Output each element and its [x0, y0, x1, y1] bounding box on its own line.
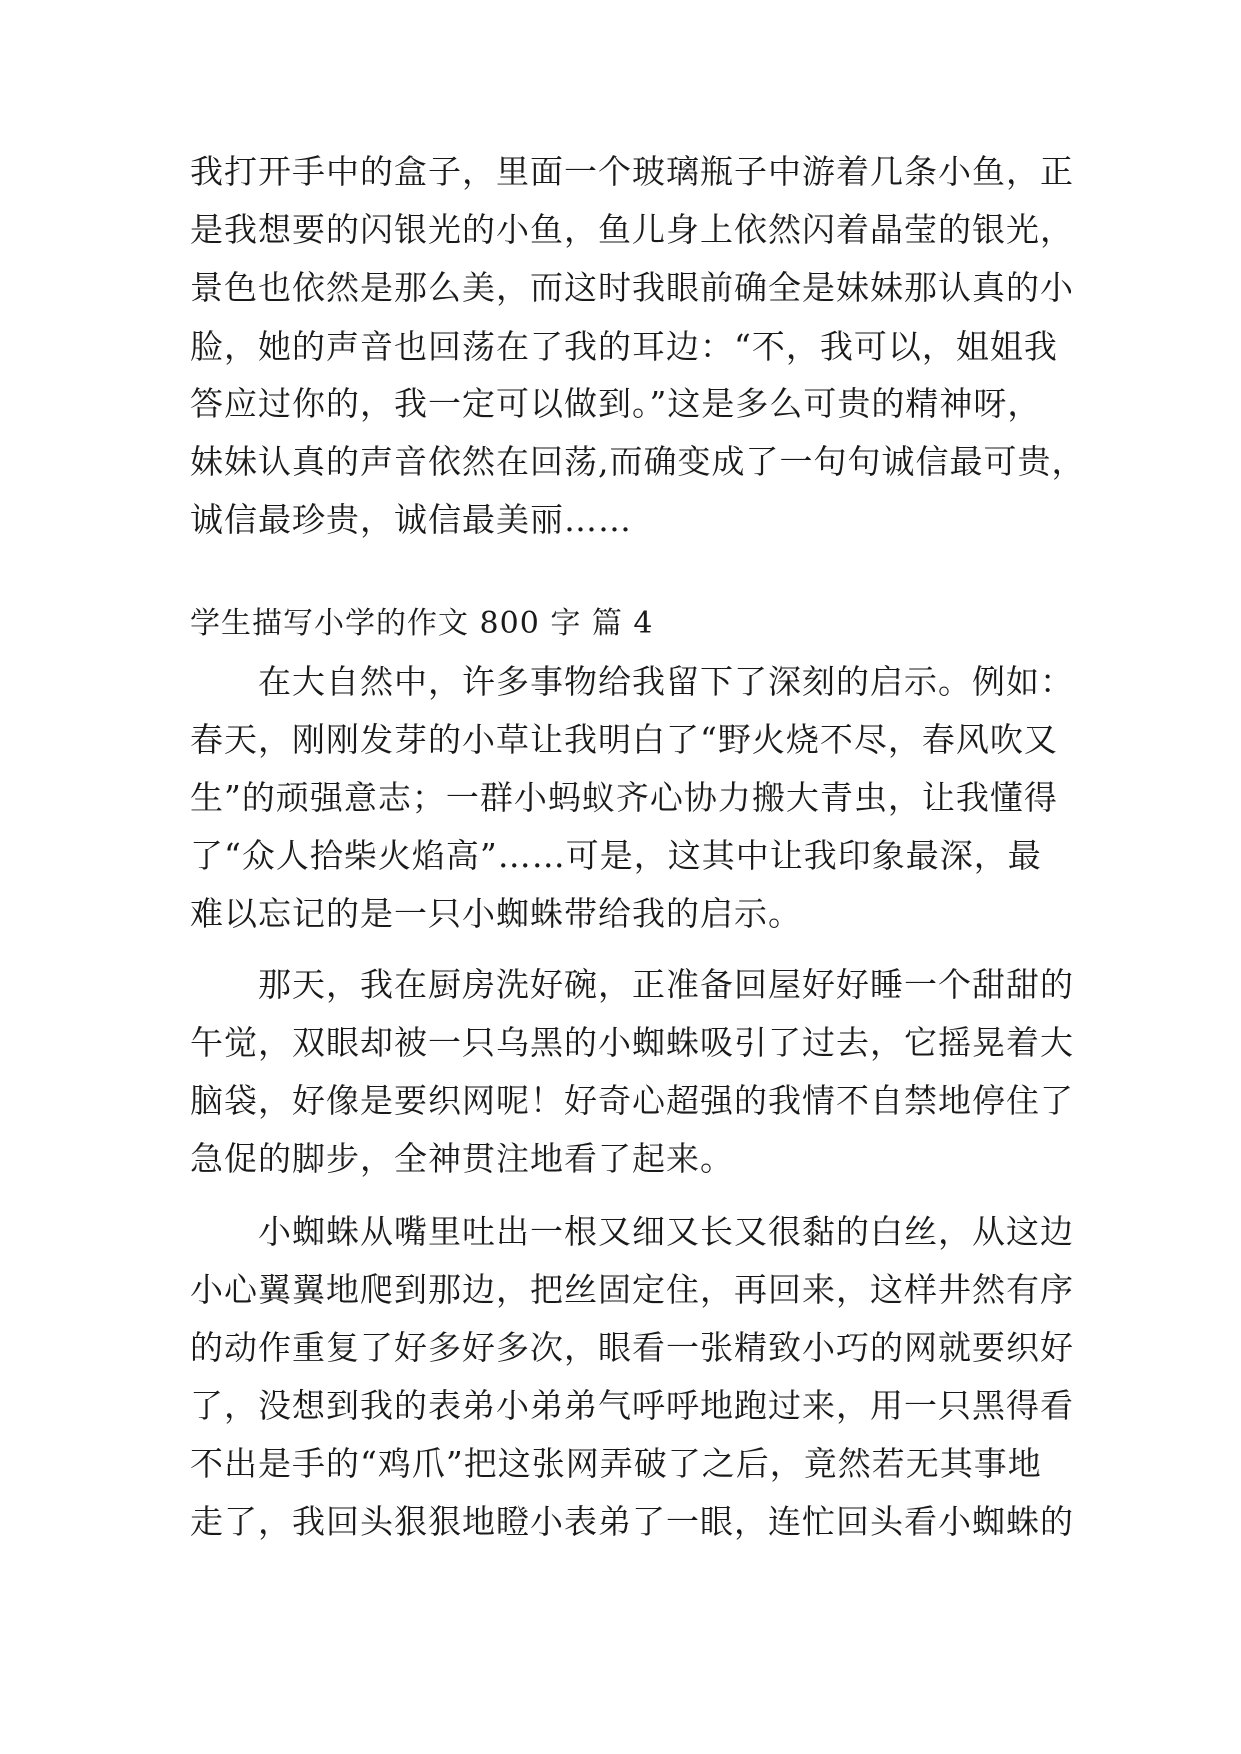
paragraph-line: 春天，刚刚发芽的小草让我明白了“野火烧不尽，春风吹又: [190, 720, 1058, 759]
paragraph-line: 不出是手的“鸡爪”把这张网弄破了之后，竟然若无其事地: [190, 1444, 1042, 1483]
paragraph-line: 诚信最珍贵，诚信最美丽……: [190, 500, 632, 539]
paragraph-line: 了，没想到我的表弟小弟弟气呼呼地跑过来，用一只黑得看: [190, 1386, 1074, 1425]
paragraph-line: 我打开手中的盒子，里面一个玻璃瓶子中游着几条小鱼，正: [190, 152, 1074, 191]
paragraph-line: 急促的脚步，全神贯注地看了起来。: [190, 1139, 734, 1178]
paragraph-line: 是我想要的闪银光的小鱼，鱼儿身上依然闪着晶莹的银光，: [190, 210, 1074, 249]
paragraph-line: 景色也依然是那么美，而这时我眼前确全是妹妹那认真的小: [190, 268, 1074, 307]
paragraph-line: 在大自然中，许多事物给我留下了深刻的启示。例如：: [258, 662, 1074, 701]
section-title: 学生描写小学的作文 800 字 篇 4: [190, 606, 654, 641]
paragraph-line: 了“众人拾柴火焰高”……可是，这其中让我印象最深，最: [190, 836, 1042, 875]
paragraph-line: 妹妹认真的声音依然在回荡,而确变成了一句句诚信最可贵，: [190, 442, 1086, 481]
paragraph-line: 生”的顽强意志；一群小蚂蚁齐心协力搬大青虫，让我懂得: [190, 778, 1058, 817]
paragraph-line: 脑袋，好像是要织网呢！好奇心超强的我情不自禁地停住了: [190, 1081, 1074, 1120]
paragraph-line: 午觉，双眼却被一只乌黑的小蜘蛛吸引了过去，它摇晃着大: [190, 1023, 1074, 1062]
paragraph-line: 那天，我在厨房洗好碗，正准备回屋好好睡一个甜甜的: [258, 965, 1074, 1004]
paragraph-line: 小心翼翼地爬到那边，把丝固定住，再回来，这样井然有序: [190, 1270, 1074, 1309]
paragraph-line: 脸，她的声音也回荡在了我的耳边：“不，我可以，姐姐我: [190, 327, 1058, 366]
paragraph-line: 的动作重复了好多好多次，眼看一张精致小巧的网就要织好: [190, 1328, 1074, 1367]
paragraph-line: 难以忘记的是一只小蜘蛛带给我的启示。: [190, 894, 802, 933]
paragraph-line: 答应过你的，我一定可以做到。”这是多么可贵的精神呀，: [190, 384, 1042, 423]
paragraph-line: 走了，我回头狠狠地瞪小表弟了一眼，连忙回头看小蜘蛛的: [190, 1502, 1074, 1541]
paragraph-line: 小蜘蛛从嘴里吐出一根又细又长又很黏的白丝，从这边: [258, 1212, 1074, 1251]
